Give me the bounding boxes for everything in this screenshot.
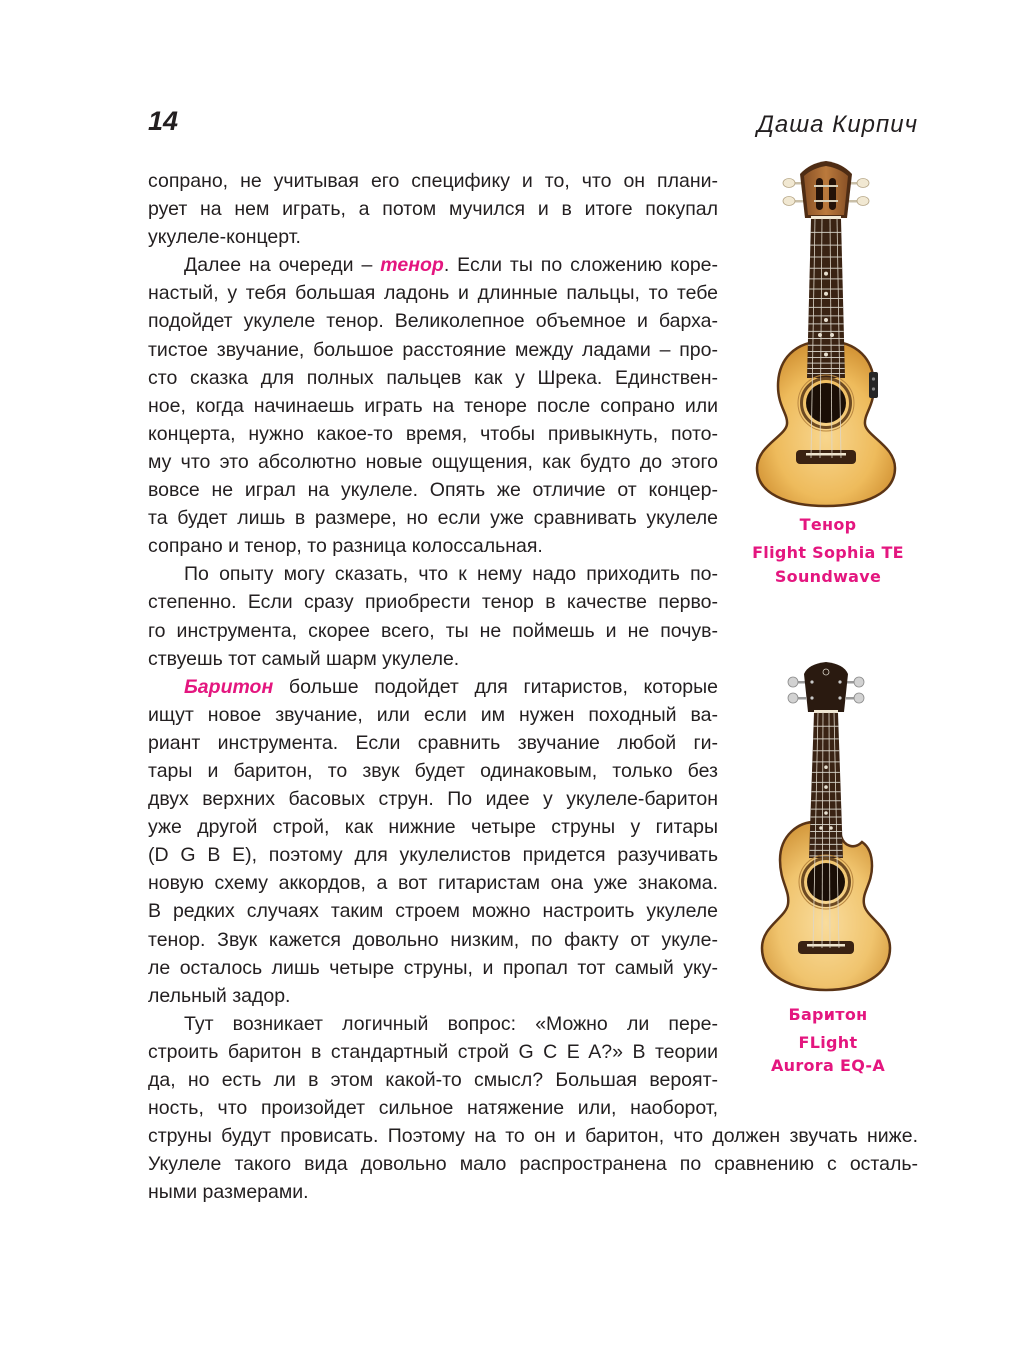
figure-caption-model: Flight Sophia TE [752, 543, 904, 562]
highlighted-term: Баритон [184, 675, 274, 698]
text-line: ное, когда начинаешь играть на теноре после сопрано или [148, 394, 718, 417]
text-run: . Если ты по сложению коре- [443, 254, 719, 277]
text-line: тенор. Звук кажется довольно низким, по факту от укуле- [148, 928, 718, 951]
text-line: го инструмента, скорее всего, ты не поймешь и не почув- [148, 619, 718, 642]
text-line: риант инструмента. Если сравнить звучание любой ги- [148, 731, 718, 754]
text-line: уже другой строй, как нижние четыре струны у гитары [148, 816, 718, 839]
text-line: По опыту могу сказать, что к нему надо приходить по- [184, 563, 718, 586]
text-line: ищут новое звучание, или если им нужен походный ва- [148, 703, 718, 726]
text-line: В редких случаях таким строем можно настроить укулеле [148, 900, 718, 923]
text-line: ле осталось лишь четыре струны, и пропал тот самый уку- [148, 956, 718, 979]
text-line: сто сказка для полных пальцев как у Шрека. Единствен- [148, 366, 718, 389]
text-line: степенно. Если сразу приобрести тенор в качестве перво- [148, 591, 718, 614]
tenor-ukulele-image [748, 158, 908, 510]
text-line: да, но есть ли в этом какой-то смысл? Большая вероят- [148, 1069, 718, 1091]
text-line: струны будут провисать. Поэтому на то он и баритон, что должен звучать ниже. [148, 1125, 918, 1148]
text-line: тары и баритон, то звук будет одинаковым, только без [148, 759, 718, 782]
figure-caption-type: Тенор [799, 515, 857, 534]
figure-caption-model: Soundwave [774, 567, 882, 586]
text-line: двух верхних басовых струн. По идее у укулеле-баритон [148, 788, 718, 811]
text-line [184, 251, 718, 279]
figure-caption-model: FLight [798, 1033, 858, 1052]
text-line: сопрано и тенор, то разница колоссальная. [148, 535, 543, 558]
fretboard [809, 710, 843, 858]
text-line: подойдет укулеле тенор. Великолепное объемное и барха- [148, 310, 718, 333]
text-run: больше подойдет для гитаристов, которые [273, 675, 718, 698]
text-line: концерта, нужно какое-то время, чтобы привыкнуть, пото- [148, 422, 718, 445]
page-number: 14 [148, 106, 179, 136]
text-line: та будет лишь в размере, но если уже сравнивать укулеле [148, 507, 718, 530]
text-line: Укулеле такого вида довольно мало распространена по сравнению с осталь- [148, 1153, 918, 1176]
bridge [798, 941, 854, 954]
headstock [783, 161, 869, 218]
text-line: новую схему аккордов, а вот гитаристам она уже знакома. [148, 872, 718, 895]
text-line [184, 673, 718, 701]
text-line: лельный задор. [148, 984, 291, 1007]
text-line: сопрано, не учитывая его специфику и то, что он плани- [148, 170, 718, 192]
text-line: ность, что произойдет сильное натяжение или, наоборот, [148, 1097, 718, 1120]
text-run: Далее на очереди – [184, 254, 381, 277]
text-line: (D G B E), поэтому для укулелистов придется разучивать [148, 844, 718, 867]
text-line: укулеле-концерт. [148, 226, 301, 249]
baritone-ukulele-image [748, 660, 908, 995]
text-line: строить баритон в стандартный строй G C E A?» В теории [148, 1040, 718, 1063]
text-line: настый, у тебя большая ладонь и длинные пальцы, то тебе [148, 282, 718, 305]
headstock [788, 662, 864, 712]
highlighted-term: тенор [380, 254, 444, 277]
soundhole [799, 855, 853, 909]
figure-caption-model: Aurora EQ-A [770, 1056, 886, 1075]
text-line: ствуешь тот самый шарм укулеле. [148, 647, 460, 670]
text-line: вовсе не играл на укулеле. Опять же отличие от концер- [148, 479, 718, 502]
figure-caption-type: Баритон [788, 1005, 868, 1024]
text-line: ными размерами. [148, 1181, 309, 1204]
text-line: тистое звучание, большое расстояние между ладами – про- [148, 338, 718, 361]
text-line: Тут возникает логичный вопрос: «Можно ли пере- [184, 1012, 718, 1035]
text-line: рует на нем играть, а потом мучился и в итоге покупал [148, 198, 718, 221]
running-head-author: Даша Кирпич [757, 111, 918, 138]
bridge [796, 450, 856, 464]
soundhole [798, 375, 854, 431]
text-line: му что это абсолютно новые ощущения, как будто до этого [148, 450, 718, 473]
